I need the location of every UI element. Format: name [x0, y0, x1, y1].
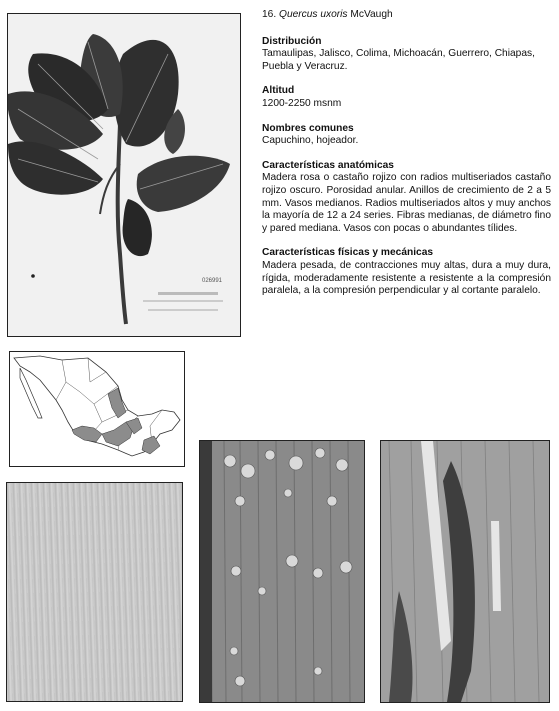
- wood-cross-section-micrograph: [199, 440, 365, 703]
- species-scientific-name: Quercus uxoris: [279, 9, 348, 20]
- species-number: 16.: [262, 9, 277, 20]
- section-heading: Características anatómicas: [262, 159, 394, 171]
- section-heading: Distribución: [262, 35, 322, 47]
- section-heading: Altitud: [262, 85, 295, 97]
- species-title: [262, 9, 551, 22]
- section-text: Madera rosa o castaño rojizo con radios multiseriados castaño rojizo oscuro. Porosidad anular. Anillos de crecimiento de 2 a 5 mm. Vasos medianos. Radios multiseriados altos y muy anchos la mayoría de 12 a 24 series. Fibras medianas, de diámetro fino y pared mediana. Vasos con pocas o abundantes tílides.: [262, 172, 551, 234]
- section-nombres-comunes: [262, 123, 551, 148]
- distribution-map: [9, 351, 185, 467]
- section-text: Tamaulipas, Jalisco, Colima, Michoacán, Guerrero, Chiapas, Puebla y Veracruz.: [262, 48, 535, 72]
- wood-sample-photo: [6, 482, 183, 702]
- section-altitud: [262, 85, 551, 110]
- section-distribucion: [262, 36, 551, 74]
- section-heading: Nombres comunes: [262, 122, 354, 134]
- section-text: Madera pesada, de contracciones muy altas, dura a muy dura, rígida, moderadamente resistente a resistente a la compresión paralela, a la compresión perpendicular y al cortante paralelo.: [262, 259, 551, 297]
- section-caracteristicas-fisicas: [262, 247, 551, 297]
- wood-tangential-section-micrograph: [380, 440, 550, 703]
- section-text: Capuchino, hojeador.: [262, 135, 359, 147]
- herbarium-specimen-image: [7, 13, 241, 337]
- section-caracteristicas-anatomicas: [262, 160, 551, 236]
- species-author: McVaugh: [350, 9, 393, 20]
- section-text: 1200-2250 msnm: [262, 97, 342, 109]
- specimen-number-label: 026991: [202, 278, 223, 284]
- section-heading: Características físicas y mecánicas: [262, 247, 434, 259]
- species-description: [262, 9, 551, 310]
